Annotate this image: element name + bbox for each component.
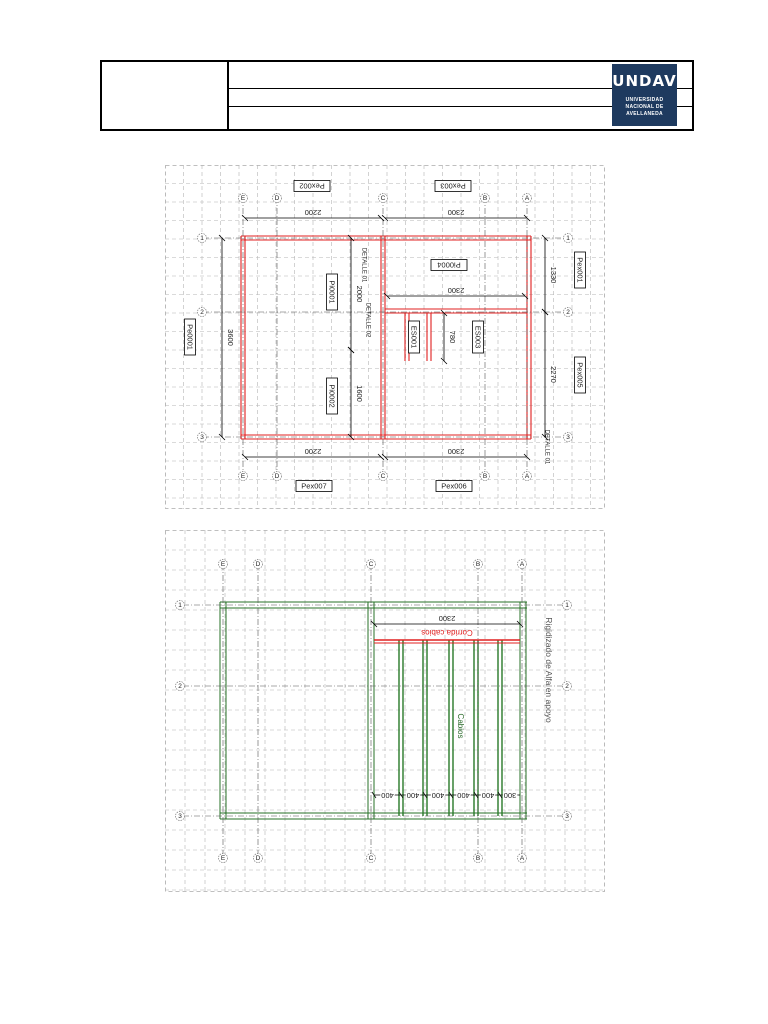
- grid-bubble-bottom-label: D: [274, 473, 280, 481]
- tag-pex005-text: Pex005: [575, 362, 585, 388]
- grid-bubble-top-label: E: [220, 561, 226, 569]
- tag-pex006-text: Pex006: [441, 481, 467, 491]
- grid-bubble-top-label: A: [524, 195, 530, 203]
- grid-bubble-right-label: 1: [565, 602, 569, 610]
- grid-bubble-left-label: 1: [200, 235, 204, 243]
- floor-plan-top: [165, 165, 605, 509]
- grid-bubble-bottom-label: A: [519, 855, 525, 863]
- spacing-value: 400: [481, 791, 495, 801]
- grid-bubble-top-label: D: [255, 561, 261, 569]
- grid-bubble-bottom-label: E: [220, 855, 226, 863]
- grid-bubble-bottom-label: E: [240, 473, 246, 481]
- title-block-right-cell: [692, 62, 694, 129]
- grid-bubble-left-label: 2: [178, 683, 182, 691]
- spacing-value: 300: [503, 791, 517, 801]
- grid-border: [166, 531, 605, 892]
- grid-bubble-bottom-label: B: [482, 473, 488, 481]
- grid-bubble-right-label: 3: [566, 434, 570, 442]
- wall-outline: [241, 236, 531, 439]
- grid-bubble-top-label: C: [368, 561, 374, 569]
- grid-bubble-right-label: 2: [566, 309, 570, 317]
- tag-pex007-text: Pex007: [301, 481, 327, 491]
- tag-pex003: [435, 181, 471, 192]
- tag-pi0001: [327, 274, 338, 310]
- tag-pex001-text: Pex001: [575, 257, 585, 283]
- dim-780-value: 780: [448, 330, 458, 344]
- side-label: Rigidizado de Alfa en apoyo: [543, 617, 554, 723]
- tag-pi0002-text: Pi0002: [327, 384, 337, 408]
- grid-bubble-right-label: 1: [566, 235, 570, 243]
- grid-bubble-top-label: C: [380, 195, 386, 203]
- spacing-value: 400: [381, 791, 394, 801]
- grid-bubble-left-label: 2: [200, 309, 204, 317]
- joists-label: Cabios: [455, 713, 465, 739]
- dim-bottom-right-value: 2300: [447, 447, 465, 457]
- tag-pex005: [575, 357, 586, 393]
- grid-bubble-bottom-label: B: [475, 855, 481, 863]
- dim-inner-value: 2300: [447, 286, 465, 296]
- tag-es001: [409, 321, 420, 353]
- red-beam-label: Corrida cabios: [421, 627, 473, 637]
- grid-bubble-top-label: E: [240, 195, 246, 203]
- dim-right-upper-value: 1330: [549, 266, 559, 284]
- tag-es003: [473, 321, 484, 353]
- dim-right-lower-value: 2270: [549, 366, 559, 383]
- grid-bubble-top-label: A: [519, 561, 525, 569]
- grid-bubble-bottom-label: A: [524, 473, 530, 481]
- grid-bubble-left-label: 3: [200, 434, 204, 442]
- title-block: [100, 60, 694, 131]
- tag-es003-text: ES003: [473, 325, 483, 349]
- grid-bubble-bottom-label: D: [255, 855, 261, 863]
- grid-bubble-bottom-label: C: [380, 473, 386, 481]
- tag-pex006: [436, 481, 472, 492]
- detail-label: DETALLE 01: [360, 247, 367, 283]
- tag-pex007: [296, 481, 332, 492]
- tag-pi0002: [327, 378, 338, 414]
- grid-bubble-bottom-label: C: [368, 855, 374, 863]
- tag-pe0001: [185, 319, 196, 355]
- grid-bubble-right-label: 3: [565, 813, 569, 821]
- title-block-left-cell: [102, 62, 229, 129]
- tag-pex002-text: Pex002: [299, 181, 325, 191]
- grid-bubble-right-label: 2: [565, 683, 569, 691]
- dim-bottom-left-value: 2200: [304, 447, 322, 457]
- logo-mark: UNDAV: [612, 72, 677, 90]
- dim-top-left-value: 2200: [304, 208, 322, 218]
- dim-left-value: 3600: [226, 329, 236, 346]
- spacing-value: 400: [457, 791, 470, 801]
- logo-line: UNIVERSIDAD: [625, 97, 664, 103]
- dim-center-lower-value: 1600: [355, 385, 365, 402]
- tag-pi0004-text: Pi0004: [437, 260, 461, 270]
- tag-pi0004: [431, 260, 467, 271]
- logo-line: AVELLANEDA: [626, 111, 663, 117]
- tag-pex001: [575, 252, 586, 288]
- dim-center-upper-value: 2000: [355, 285, 365, 303]
- logo-line: NACIONAL DE: [625, 104, 664, 110]
- spacing-value: 400: [431, 791, 445, 801]
- grid-bubble-left-label: 3: [178, 813, 182, 821]
- tag-pex002: [294, 181, 330, 192]
- grid-bubble-top-label: D: [274, 195, 280, 203]
- dim-top-value: 2300: [438, 614, 456, 624]
- dim-top-right-value: 2300: [447, 208, 465, 218]
- tag-es001-text: ES001: [409, 325, 419, 349]
- grid-bubble-top-label: B: [482, 195, 488, 203]
- background-grid: [165, 530, 605, 892]
- grid-bubble-top-label: B: [475, 561, 481, 569]
- university-logo: [612, 64, 677, 126]
- detail-label: DETALLE 02: [364, 302, 371, 338]
- grid-bubble-left-label: 1: [178, 602, 182, 610]
- tag-pe0001-text: Pe0001: [185, 324, 195, 350]
- tag-pex003-text: Pex003: [440, 181, 466, 191]
- detail-label: DETALLE 01: [543, 429, 550, 465]
- spacing-value: 400: [406, 791, 420, 801]
- tag-pi0001-text: Pi0001: [327, 280, 337, 304]
- frame-outline: [220, 602, 527, 819]
- framing-plan-bottom: [165, 530, 605, 892]
